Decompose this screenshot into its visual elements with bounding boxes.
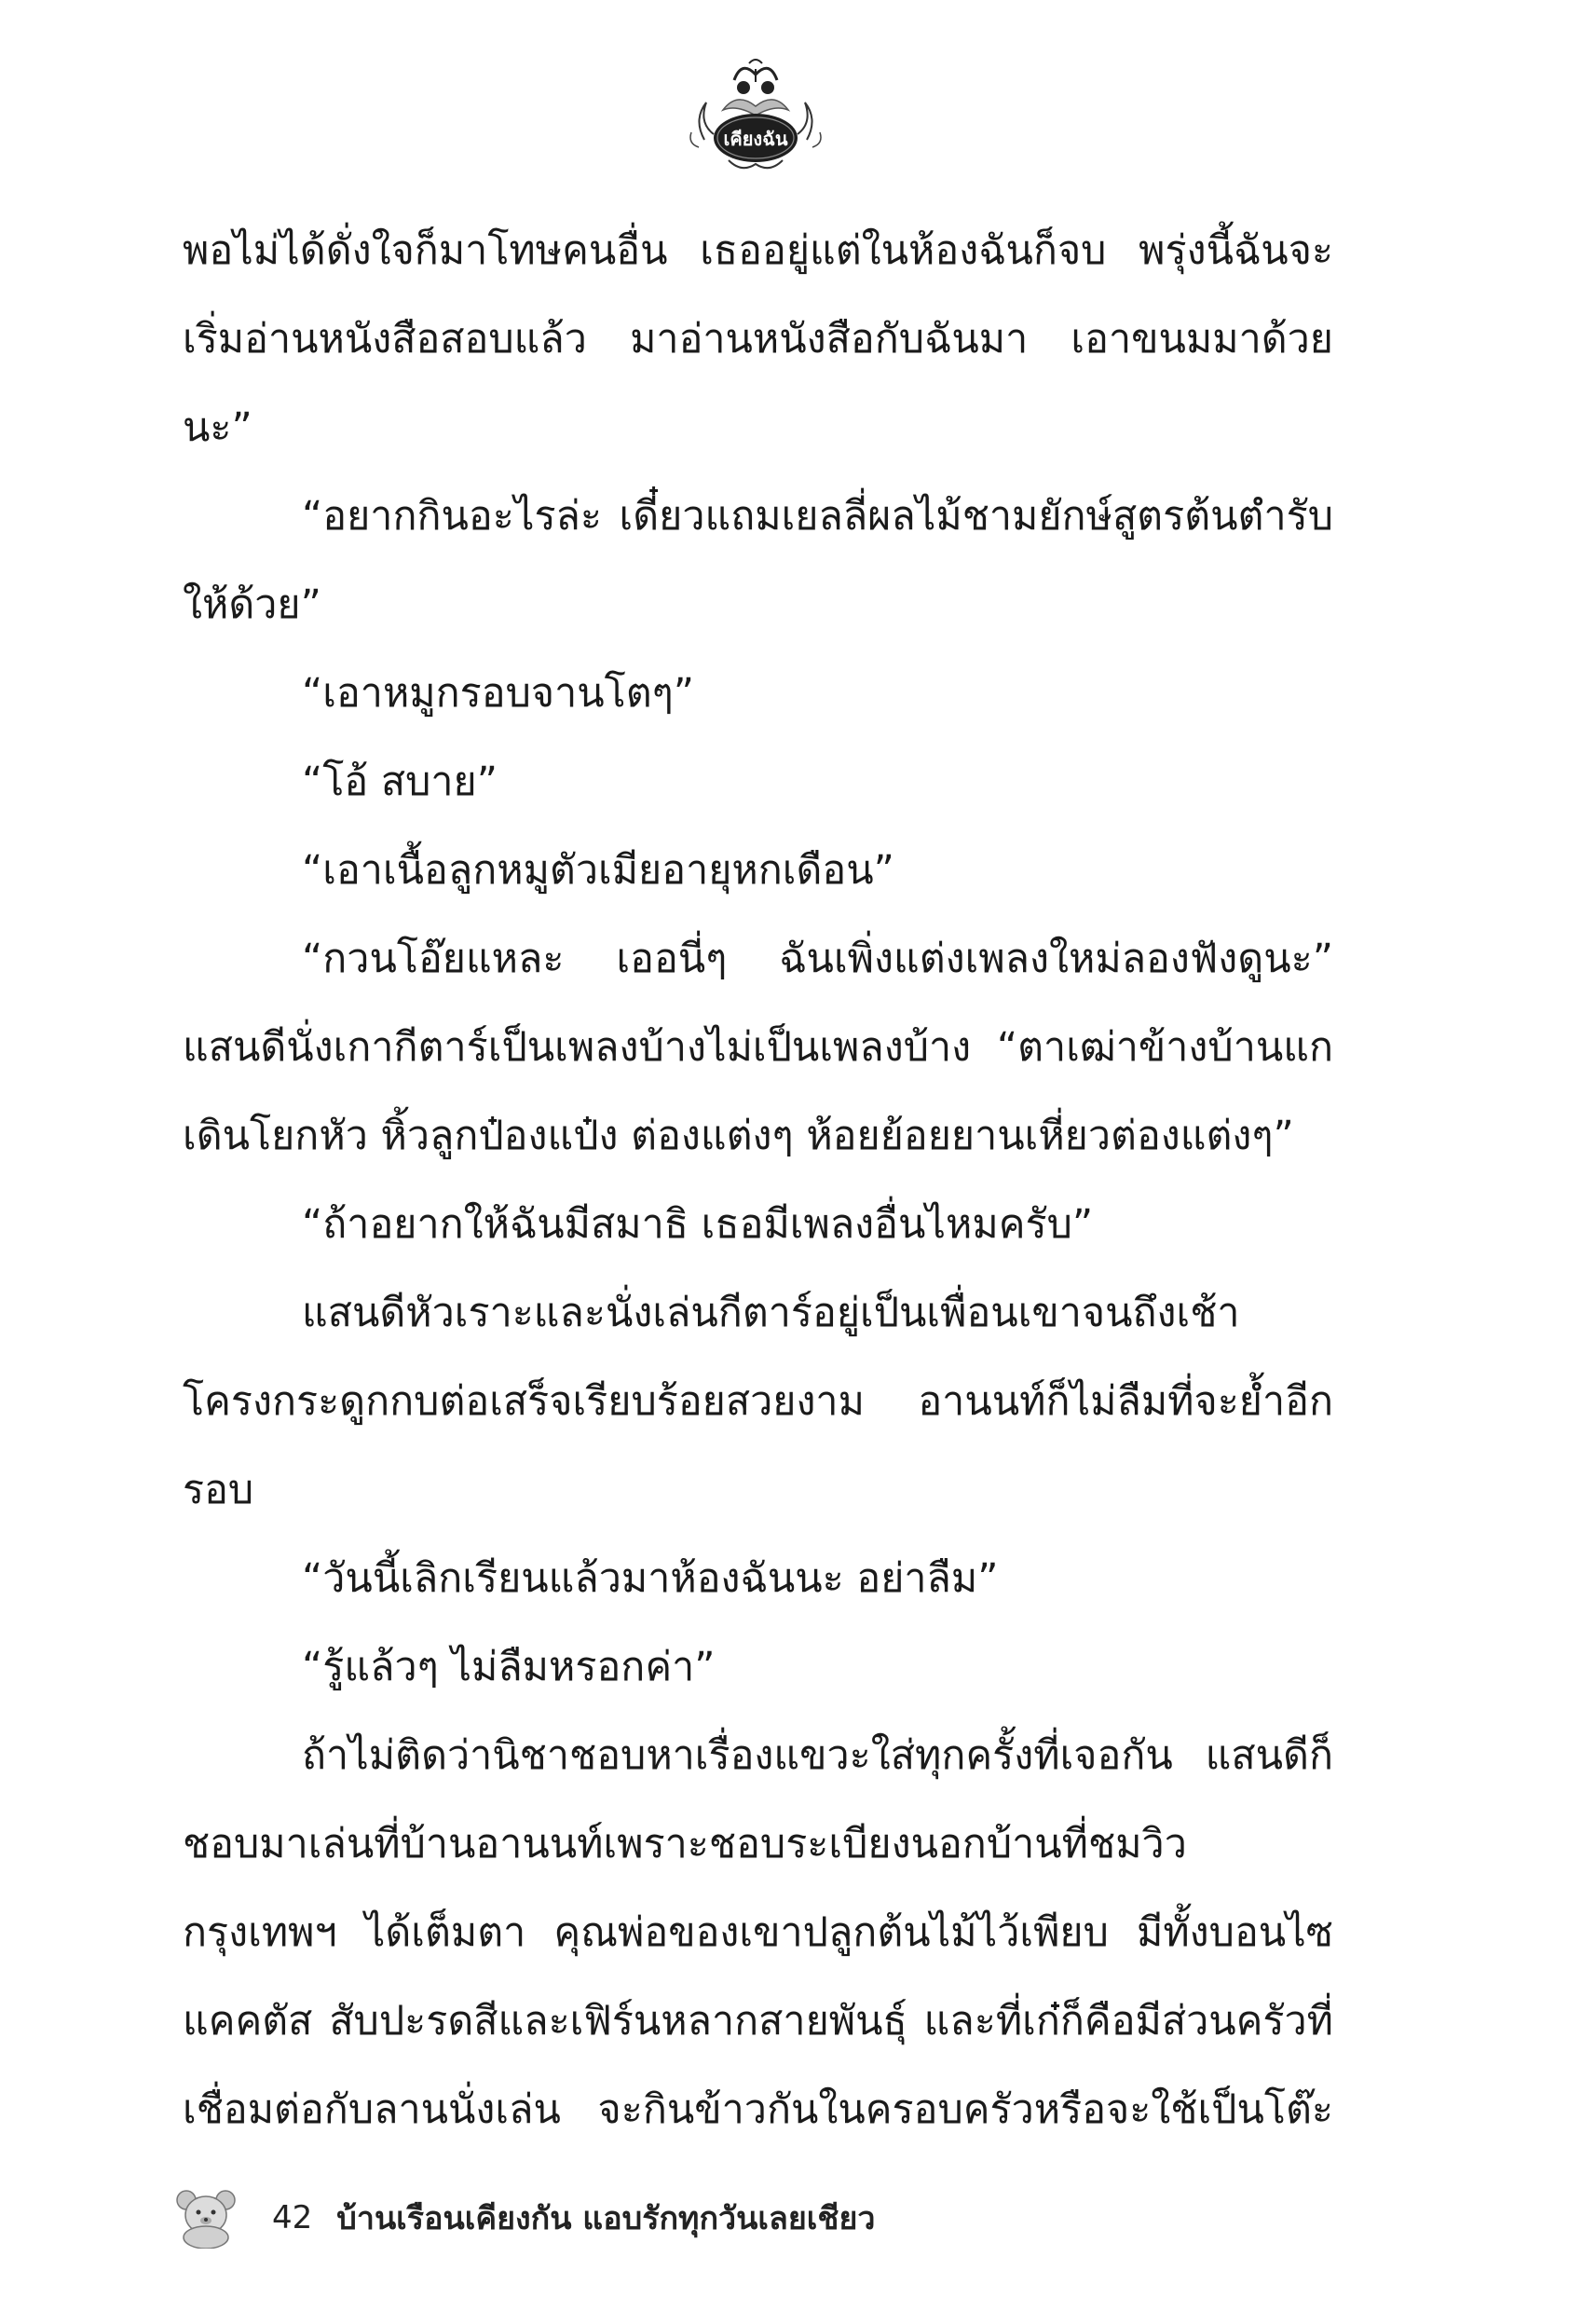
paragraph-5: “เอาเนื้อลูกหมูตัวเมียอายุหกเดือน” (302, 847, 894, 894)
paragraph-7: “ถ้าอยากให้ฉันมีสมาธิ เธอมีเพลงอื่นไหมครับ” (302, 1201, 1094, 1248)
paragraph-6: “กวนโอ๊ยแหละ เออนี่ๆ ฉันเพิ่งแต่งเพลงใหม่ลองฟังดูนะ” แสนดีนั่งเกากีตาร์เป็นเพลงบ้างไม่เป็นเพลงบ้าง “ตาเฒ่าข้างบ้านแกเดินโยกหัว หิ้วลูกป๋องแป๋ง ต่องแต่งๆ ห้อยย้อยยานเหี่ยวต่องแต่งๆ” (183, 936, 1333, 1159)
page-footer (173, 2181, 1105, 2255)
paragraph-4: “โอ้ สบาย” (302, 759, 498, 805)
paragraph-9: “วันนี้เลิกเรียนแล้วมาห้องฉันนะ อย่าลืม” (302, 1555, 999, 1602)
teddy-bear-icon (173, 2187, 239, 2249)
header-logo (686, 54, 825, 175)
body-text (183, 207, 1333, 2164)
paragraph-11: ถ้าไม่ติดว่านิชาชอบหาเรื่องแขวะใส่ทุกครั้งที่เจอกัน แสนดีก็ชอบมาเล่นที่บ้านอานนท์เพราะชอบระเบียงนอกบ้านที่ชมวิวกรุงเทพฯ ได้เต็มตา คุณพ่อของเขาปลูกต้นไม้ไว้เพียบ มีทั้งบอนไซ แคคตัส สับปะรดสีและเฟิร์นหลากสายพันธุ์ และที่เก๋ก็คือมีส่วนครัวที่เชื่อมต่อกับลานนั่งเล่น จะกินข้าวกันในครอบครัวหรือจะใช้เป็นโต๊ะ (183, 1732, 1333, 2133)
paragraph-1: พอไม่ได้ดั่งใจก็มาโทษคนอื่น เธออยู่แต่ในห้องฉันก็จบ พรุ่งนี้ฉันจะเริ่มอ่านหนังสือสอบแล้ว มาอ่านหนังสือกับฉันมา เอาขนมมาด้วยนะ” (183, 227, 1333, 451)
paragraph-3: “เอาหมูกรอบจานโตๆ” (302, 670, 695, 717)
paragraph-2: “อยากกินอะไรล่ะ เดี๋ยวแถมเยลลี่ผลไม้ชามยักษ์สูตรต้นตำรับให้ด้วย” (183, 493, 1333, 628)
running-title: บ้านเรือนเคียงกัน แอบรักทุกวันเลยเชียว (336, 2200, 876, 2237)
paragraph-8: แสนดีหัวเราะและนั่งเล่นกีตาร์อยู่เป็นเพื่อนเขาจนถึงเช้า โครงกระดูกกบต่อเสร็จเรียบร้อยสวยงาม อานนท์ก็ไม่ลืมที่จะย้ำอีกรอบ (183, 1290, 1333, 1513)
ornament-icon (686, 54, 825, 175)
page-number: 42 (272, 2199, 313, 2236)
paragraph-10: “รู้แล้วๆ ไม่ลืมหรอกค่า” (302, 1644, 716, 1690)
logo-text: เคียงฉัน (723, 128, 788, 150)
